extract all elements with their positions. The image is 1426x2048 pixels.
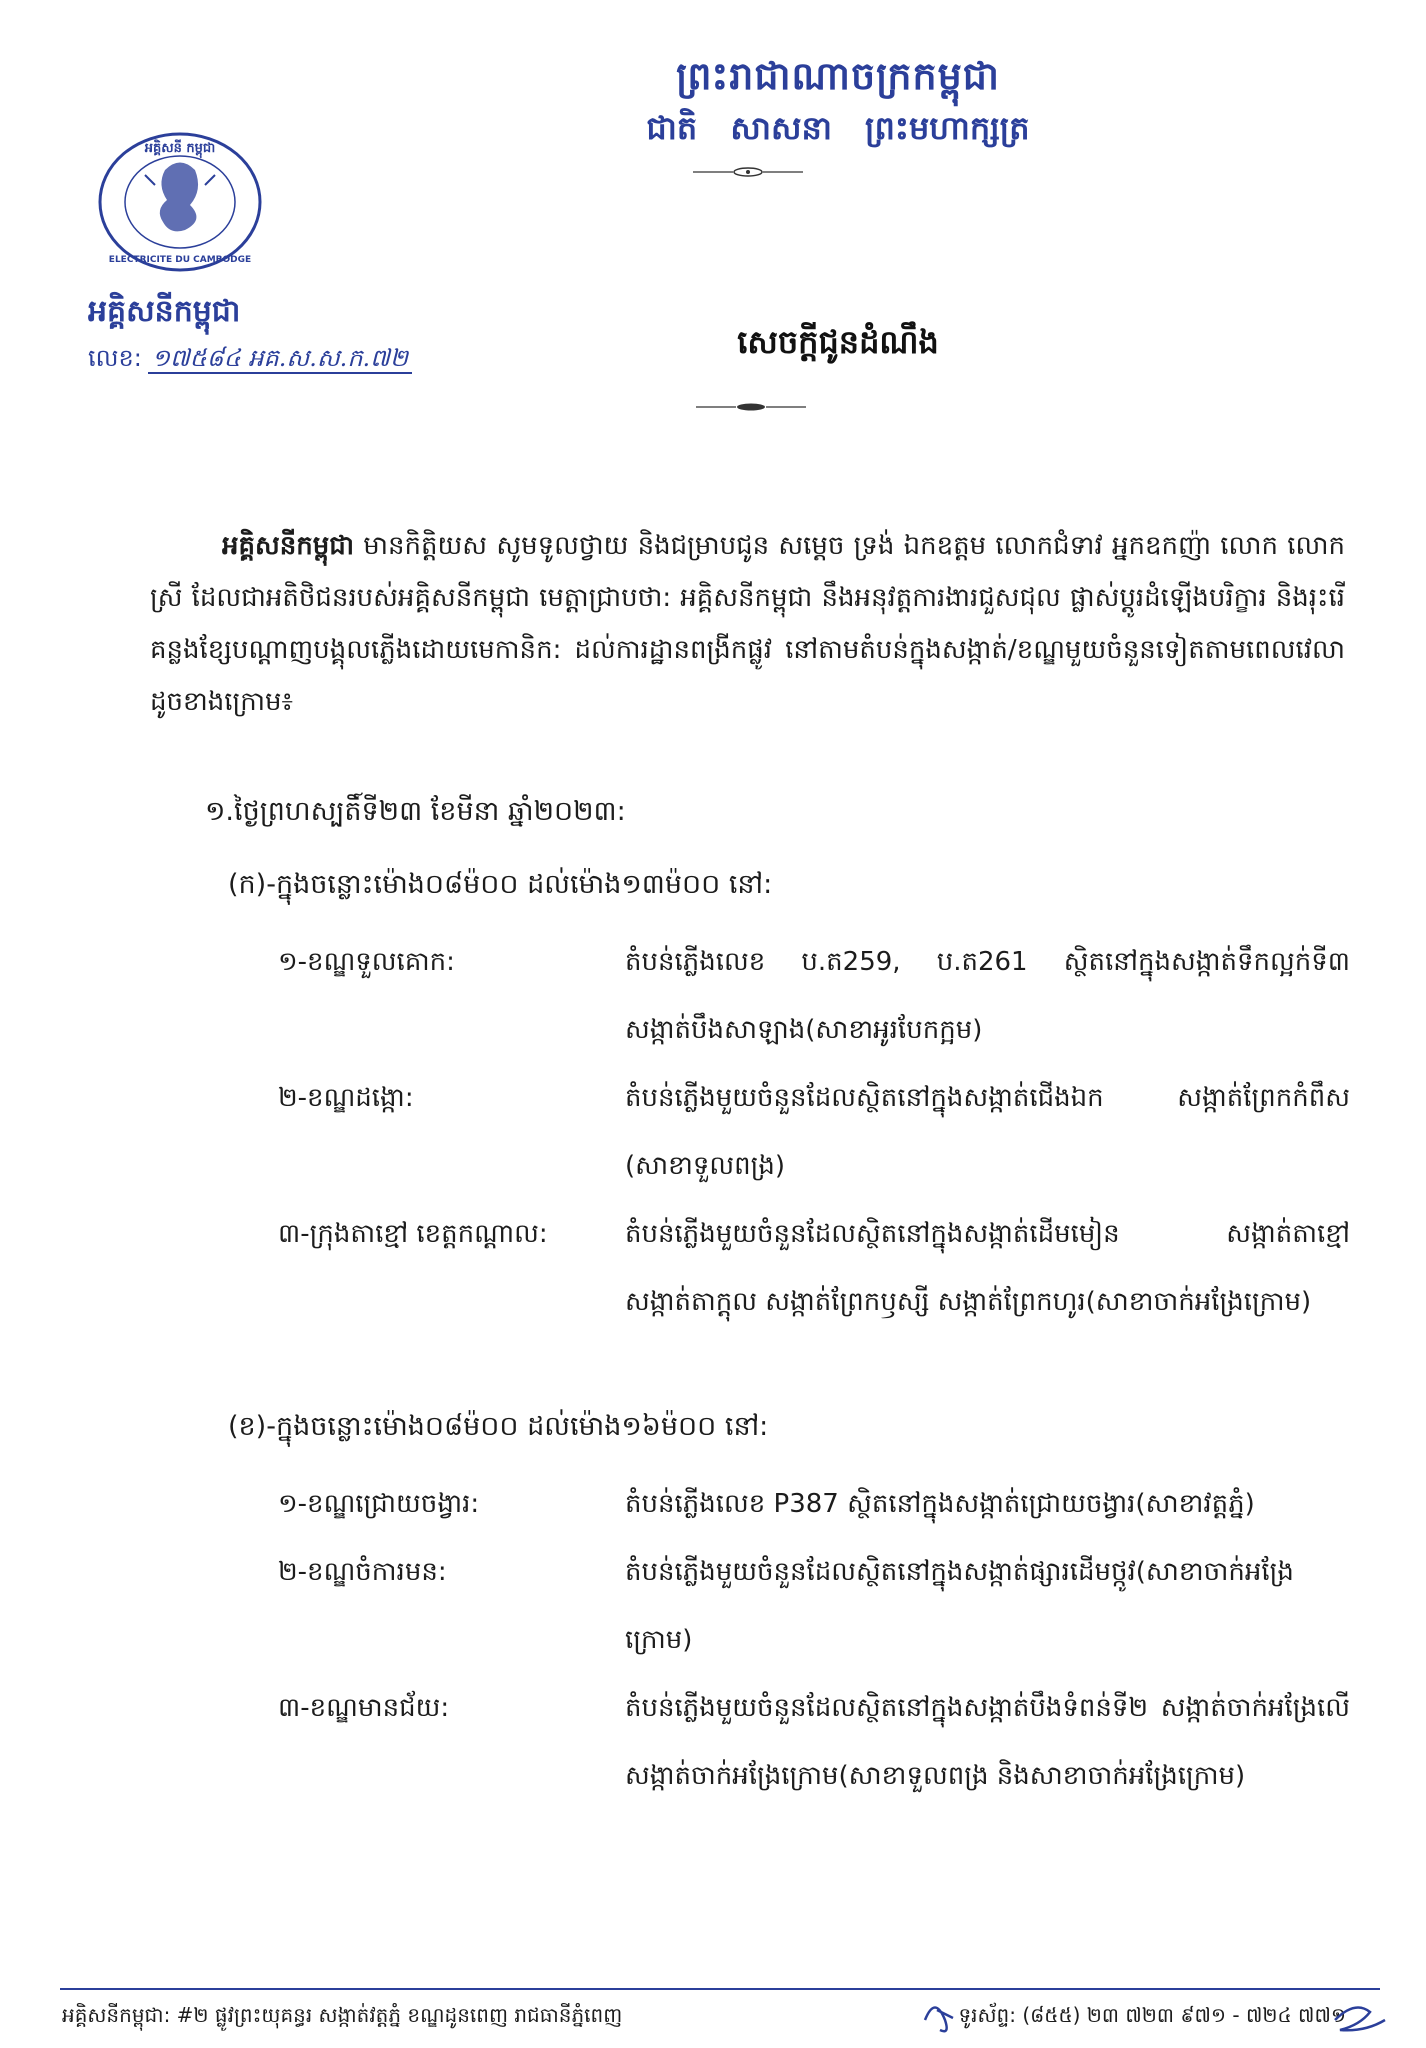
list-item bbox=[278, 1064, 1350, 1200]
header-ornament bbox=[693, 165, 803, 179]
title-ornament bbox=[696, 400, 806, 414]
list-item bbox=[278, 1674, 1350, 1878]
footer-address: អគ្គិសនីកម្ពុជា: #២ ផ្លូវព្រះយុគន្ធរ សង្កាត់វត្តភ្នំ ខណ្ឌដូនពេញ រាជធានីភ្នំពេញ bbox=[62, 2003, 623, 2027]
edc-seal-logo bbox=[95, 130, 265, 275]
district-label: ២-ខណ្ឌដង្កោ: bbox=[278, 1083, 414, 1113]
list-item bbox=[278, 928, 1350, 1064]
district-label: ២-ខណ្ឌចំការមន: bbox=[278, 1557, 447, 1587]
district-detail: តំបន់ភ្លើងមួយចំនួនដែលស្ថិតនៅក្នុងសង្កាត់ផ្សារដើមថ្កូវ(សាខាចាក់អង្រែក្រោម) bbox=[625, 1557, 1294, 1655]
document-title: សេចក្តីជូនដំណឹង bbox=[737, 323, 939, 361]
section-a-heading: (ក)-ក្នុងចន្លោះម៉ោង០៨ម៉០០ ដល់ម៉ោង១៣ម៉០០ នៅ: bbox=[228, 869, 773, 900]
district-label: ១-ខណ្ឌទួលគោក: bbox=[278, 947, 455, 977]
footer-phone: ទូរស័ព្ទ: (៨៥៥) ២៣ ៧២៣ ៩៧១ - ៧២៤ ៧៧១ bbox=[958, 2003, 1346, 2027]
list-item bbox=[278, 1538, 1350, 1674]
district-detail: តំបន់ភ្លើងលេខ P387 ស្ថិតនៅក្នុងសង្កាត់ជ្រោយចង្វារ(សាខាវត្តភ្នំ) bbox=[625, 1489, 1255, 1519]
national-motto: ជាតិ សាសនា ព្រះមហាក្សត្រ bbox=[646, 109, 1030, 147]
intro-org-bold: អគ្គិសនីកម្ពុជា bbox=[222, 531, 355, 561]
district-detail: តំបន់ភ្លើងលេខ ប.ត259, ប.ត261 ស្ថិតនៅក្នុងសង្កាត់ទឹកល្អក់ទី៣ សង្កាត់បឹងសាឡាង(សាខាអូរបែកក្អម) bbox=[625, 947, 1350, 1045]
section-b-heading: (ខ)-ក្នុងចន្លោះម៉ោង០៨ម៉០០ ដល់ម៉ោង១៦ម៉០០ នៅ: bbox=[228, 1411, 769, 1442]
district-detail: តំបន់ភ្លើងមួយចំនួនដែលស្ថិតនៅក្នុងសង្កាត់ជើងឯក សង្កាត់ព្រែកកំពឹស (សាខាទួលពង្រ) bbox=[625, 1083, 1350, 1181]
reference-value: ១៧៥៨៤ អគ.ស.ស.ក.៧២ bbox=[148, 344, 412, 374]
district-label: ៣-ក្រុងតាខ្មៅ ខេត្តកណ្តាល: bbox=[278, 1219, 548, 1249]
sender-organization: អគ្គិសនីកម្ពុជា bbox=[88, 294, 241, 329]
kingdom-heading: ព្រះរាជាណាចក្រកម្ពុជា bbox=[676, 54, 1000, 98]
intro-paragraph bbox=[150, 520, 1345, 728]
day-heading: ១.ថ្ងៃព្រហស្បតិ៍ទី២៣ ខែមីនា ឆ្នាំ២០២៣: bbox=[205, 796, 626, 827]
svg-text:ELECTRICITE DU CAMBODGE: ELECTRICITE DU CAMBODGE bbox=[108, 255, 252, 265]
list-item bbox=[278, 1200, 1350, 1404]
district-detail: តំបន់ភ្លើងមួយចំនួនដែលស្ថិតនៅក្នុងសង្កាត់បឹងទំពន់ទី២ សង្កាត់ចាក់អង្រែលើ សង្កាត់ចាក់អង្រែក្រោម(សាខាទួលពង្រ និងសាខាចាក់អង្រែក្រោម) bbox=[625, 1693, 1350, 1791]
district-label: ៣-ខណ្ឌមានជ័យ: bbox=[278, 1693, 450, 1723]
reference-label: លេខ: bbox=[88, 344, 142, 372]
list-item bbox=[278, 1470, 1350, 1538]
district-label: ១-ខណ្ឌជ្រោយចង្វារ: bbox=[278, 1489, 480, 1519]
handwritten-initials bbox=[915, 1990, 1395, 2040]
svg-text:អគ្គិសនី កម្ពុជា: អគ្គិសនី កម្ពុជា bbox=[144, 141, 216, 156]
intro-text: មានកិត្តិយស សូមទូលថ្វាយ និងជម្រាបជូន សម្តេច ទ្រង់ ឯកឧត្តម លោកជំទាវ អ្នកឧកញ៉ា លោក លោកស្រី ដែលជាអតិថិជនរបស់អគ្គិសនីកម្ពុជា មេត្តាជ្រាបថា: អគ្គិសនីកម្ពុជា នឹងអនុវត្តការងារជួសជុល ផ្លាស់ប្តូរដំឡើងបរិក្ខារ និងរុះរើគន្លងខ្សែបណ្តាញបង្គុលភ្លើងដោយមេកានិក: ដល់ការដ្ឋានពង្រីកផ្លូវ នៅតាមតំបន់ក្នុងសង្កាត់/ខណ្ឌមួយចំនួនទៀតតាមពេលវេលាដូចខាងក្រោម៖ bbox=[150, 531, 1345, 717]
district-detail: តំបន់ភ្លើងមួយចំនួនដែលស្ថិតនៅក្នុងសង្កាត់ដើមមៀន សង្កាត់តាខ្មៅ សង្កាត់តាក្តុល សង្កាត់ព្រែកឫស្សី សង្កាត់ព្រែកហូរ(សាខាចាក់អង្រែក្រោម) bbox=[625, 1219, 1350, 1317]
